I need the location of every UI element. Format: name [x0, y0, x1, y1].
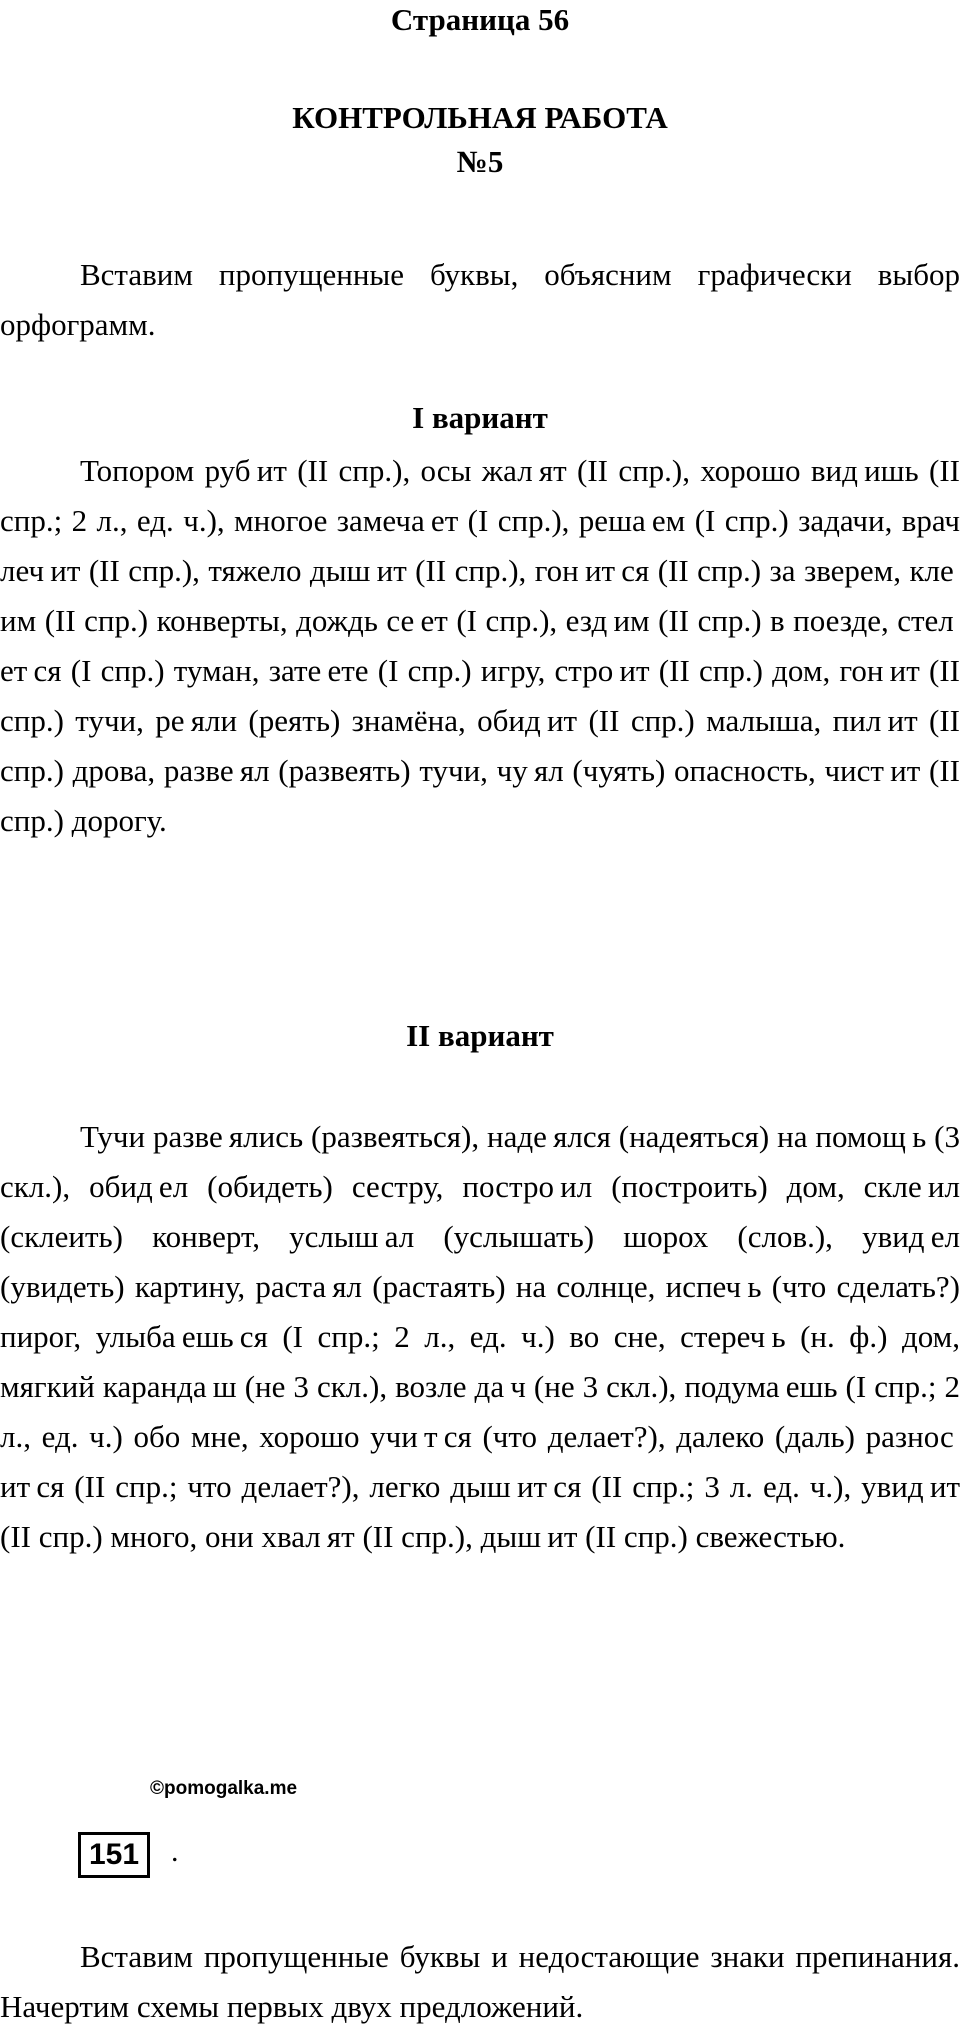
page-title: Страница 56: [390, 2, 570, 37]
task-paragraph: [0, 1932, 960, 2032]
exercise-number-dot: .: [171, 1835, 179, 1868]
task-text: Вставим пропущенные буквы и недостающие знаки препинания. Начертим схемы первых двух предложений.: [0, 1939, 960, 2024]
test-heading-line2: №5: [456, 144, 504, 179]
variant2-title: II вариант: [406, 1018, 554, 1053]
variant1-title: I вариант: [412, 400, 548, 435]
exercise-number: 151: [78, 1832, 150, 1878]
test-heading: [0, 96, 960, 184]
watermark: ©pomogalka.me: [150, 1778, 298, 1799]
intro-paragraph: [0, 250, 960, 350]
variant1-text: Топором руб ит (II спр.), осы жал ят (II спр.), хорошо вид ишь (II спр.; 2 л., ед. ч.), многое замеча ет (I спр.), реша ем (I спр.) задачи, врач леч ит (II спр.), тяжело дыш ит (II спр.), гон ит ся (II спр.) за зверем, кле им (II спр.) конверты, дождь се ет (I спр.), езд им (II спр.) в поезде, стел ет ся (I спр.) туман, зате ете (I спр.) игру, стро ит (II спр.) дом, гон ит (II спр.) тучи, ре яли (реять) знамёна, обид ит (II спр.) малыша, пил ит (II спр.) дрова, разве ял (развеять) тучи, чу ял (чуять) опасность, чист ит (II спр.) дорогу.: [0, 453, 960, 838]
variant1-paragraph: [0, 446, 960, 846]
variant2-paragraph: [0, 1112, 960, 1562]
variant2-text: Тучи разве ялись (развеяться), наде ялся (надеяться) на помощ ь (3 скл.), обид ел (обидеть) сестру, постро ил (построить) дом, скле ил (склеить) конверт, услыш ал (услышать) шорох (слов.), увид ел (увидеть) картину, раста ял (растаять) на солнце, испеч ь (что сделать?) пирог, улыба ешь ся (I спр.; 2 л., ед. ч.) во сне, стереч ь (н. ф.) дом, мягкий каранда ш (не 3 скл.), возле да ч (не 3 скл.), подума ешь (I спр.; 2 л., ед. ч.) обо мне, хорошо учи т ся (что делает?), далеко (даль) разнос ит ся (II спр.; что делает?), легко дыш ит ся (II спр.; 3 л. ед. ч.), увид ит (II спр.) много, они хвал ят (II спр.), дыш ит (II спр.) свежестью.: [0, 1119, 960, 1554]
intro-text: Вставим пропущенные буквы, объясним графически выбор орфограмм.: [0, 257, 960, 342]
test-heading-line1: КОНТРОЛЬНАЯ РАБОТА: [292, 100, 668, 135]
